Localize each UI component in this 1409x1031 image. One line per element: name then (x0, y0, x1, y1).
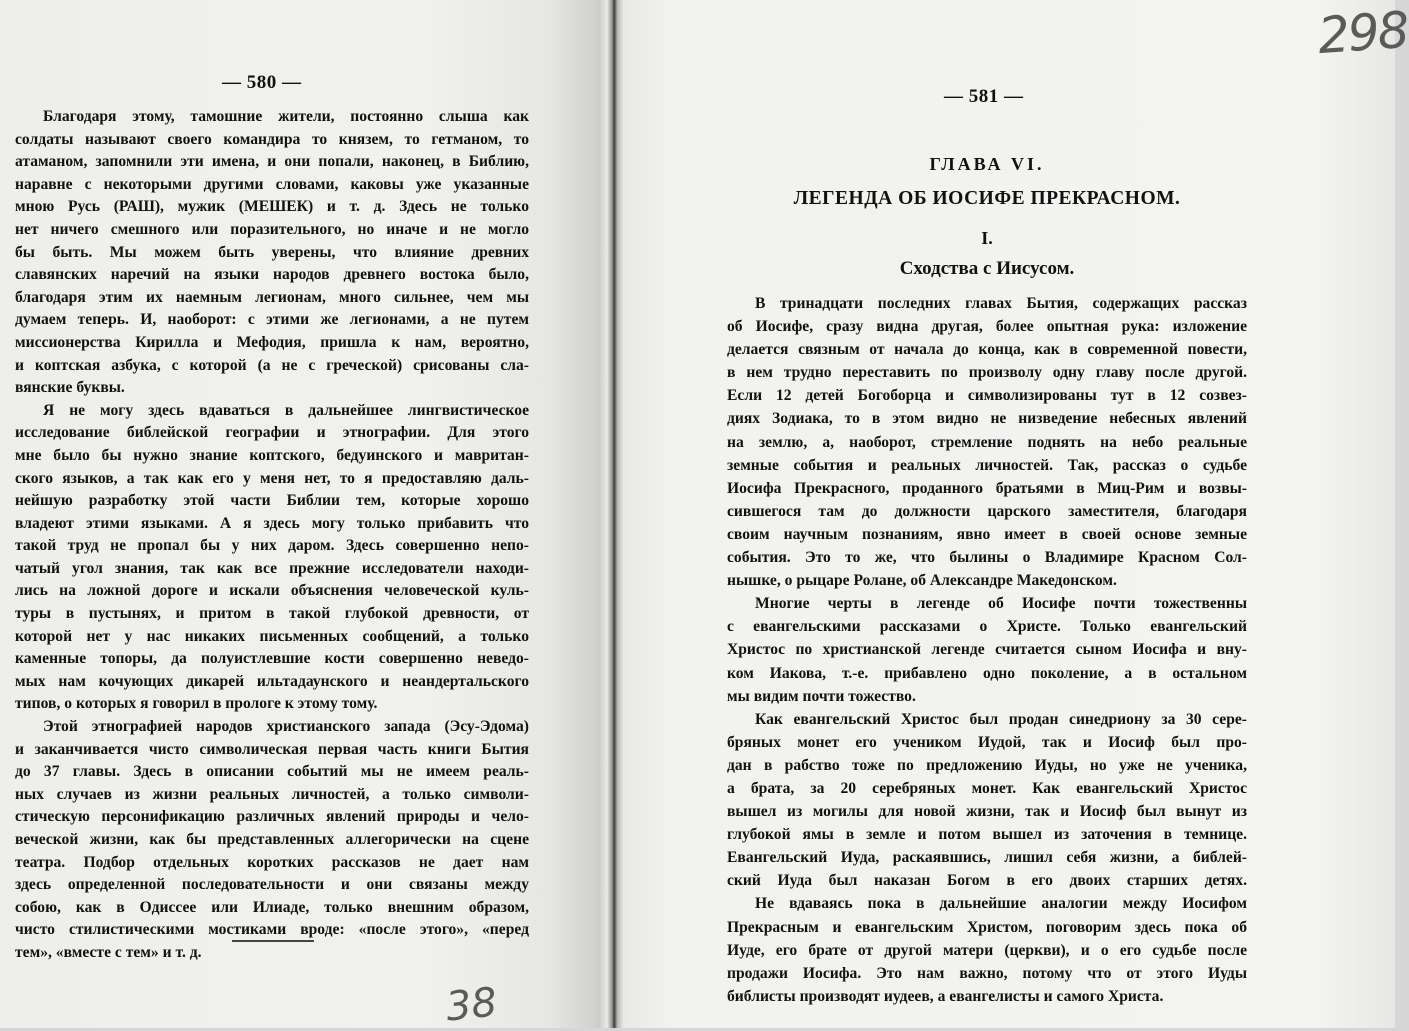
text-line: атаманом, запомнили эти имена, и они попали, наконец, в Библию, (15, 153, 529, 171)
page-number-580: — 580 — (222, 72, 302, 93)
text-line: нейшую разработку этой части Библии тем, которые хорошо (15, 492, 529, 510)
text-line: на землю, а, наоборот, стремление поднять на небо реальные (727, 433, 1247, 451)
text-line: Не вдаваясь пока в дальнейшие аналогии между Иосифом (755, 895, 1247, 913)
text-line: Иуде, его брате от другой матери (церкви), и о его судьбе после (727, 941, 1247, 959)
text-line: чатый угол знания, так как все прежние исследователи находи- (15, 559, 529, 577)
text-line: бы быть. Мы можем быть уверены, что влияние древних (15, 243, 529, 261)
text-line: библисты производят иудеев, а евангелисты и самого Христа. (727, 987, 1164, 1005)
book-gutter (598, 0, 624, 1028)
text-line: диях Зодиака, то в этом видно не низведение небесных явлений (727, 410, 1247, 428)
text-line: вянские буквы. (15, 379, 125, 397)
text-line: здесь определенной последовательности и они связаны между (15, 876, 529, 894)
text-line: и коптская азбука, с которой (а не с греческой) срисованы сла- (15, 356, 529, 374)
text-line: своим научным познаниям, явно имеет в своей основе земные (727, 525, 1247, 543)
text-line: Если 12 детей Богоборца и символизированы тут в 12 созвез- (727, 387, 1247, 405)
text-line: ский Иуда был наказан Богом в его двоих старших детях. (727, 872, 1247, 890)
text-line: об Иосифе, сразу видна другая, более опытная рука: изложение (727, 318, 1247, 336)
page-number-581: — 581 — (944, 86, 1024, 107)
text-line: земные события и реальных личностей. Так, рассказ о судьбе (727, 456, 1247, 474)
text-line: чисто стилистическими мостиками вроде: «после этого», «перед (15, 921, 529, 939)
text-line: туры в пустынях, и притом в такой глубокой древности, от (15, 605, 529, 623)
text-line: веческой жизни, как бы представленных аллегорически на сцене (15, 831, 529, 848)
text-line: мы видим почти тожество. (727, 687, 916, 705)
text-line: которой нет у нас никаких письменных сообщений, а только (15, 627, 529, 645)
chapter-title: ЛЕГЕНДА ОБ ИОСИФЕ ПРЕКРАСНОМ. (793, 188, 1181, 209)
text-line: дан в рабство тоже по предложению Иуды, но уже не ученика, (727, 756, 1247, 774)
text-line: театра. Подбор отдельных коротких рассказов не дает нам (15, 853, 529, 871)
text-line: Благодаря этому, тамошние жители, постоянно слыша как (43, 108, 529, 125)
text-line: до 37 главы. Здесь в описании событий мы не имеем реаль- (15, 763, 529, 781)
text-line: и заканчивается чисто символическая первая часть книги Бытия (15, 740, 529, 758)
text-line: Я не могу здесь вдаваться в дальнейшее лингвистическое (43, 401, 529, 419)
text-line: исследование библейской географии и этнографии. Для этого (15, 424, 529, 442)
left-page-body (15, 106, 529, 965)
section-number: I. (981, 228, 993, 248)
text-line: лись на ложной дороге и искали объяснения человеческой куль- (15, 582, 529, 600)
handwritten-page-number: 298 (1316, 0, 1409, 66)
text-line: владеют этими языками. А я здесь могу только прибавить что (15, 514, 529, 532)
text-line: Прекрасным и евангельским Христом, поговорим здесь пока об (727, 918, 1247, 936)
text-line: нышке, о рыцаре Ролане, об Александре Македонском. (727, 572, 1117, 590)
left-page (0, 0, 598, 1031)
text-line: Евангельский Иуда, раскаявшись, лишил себя жизни, а библей- (727, 849, 1247, 867)
text-line: Как евангельский Христос был продан синедриону за 30 сере- (755, 710, 1247, 728)
text-line: собою, как в Одиссее или Илиаде, только внешним образом, (15, 898, 529, 916)
text-line: Христос по христианской легенде считается сыном Иосифа и вну- (727, 641, 1247, 659)
text-line: мною Русь (РАШ), мужик (МЕШЕК) и т. д. Здесь не только (15, 198, 529, 216)
text-line: ных случаев из жизни реальных личностей, а только символи- (15, 785, 529, 803)
text-line: глубокой ямы в земле и потом вышел из заточения в темнице. (727, 826, 1247, 844)
text-line: сившегося там до должности царского заместителя, благодаря (727, 502, 1247, 520)
text-line: вышел из могилы для новой жизни, так и Иосиф был вынут из (727, 803, 1247, 821)
text-line: в нем трудно переставить по произволу одну главу после другой. (727, 364, 1247, 382)
text-line: мых нам кочующих дикарей ильтадаунского и неандертальского (15, 672, 529, 690)
end-flourish-rule (232, 940, 314, 942)
text-line: ком Иакова, т.-е. прибавлено одно поколение, а в остальном (727, 664, 1247, 682)
right-page-body (727, 292, 1247, 1008)
text-line: каменные топоры, да полуистлевшие кости совершенно неведо- (15, 650, 529, 668)
text-line: такой труд не пропал бы у них даром. Здесь совершенно непо- (15, 537, 529, 555)
text-line: солдаты называют своего командира то князем, то гетманом, то (15, 130, 529, 148)
text-line: думаем теперь. И, наоборот: с этими же легионами, а не путем (15, 311, 529, 329)
text-line: продажи Иосифа. Это нам важно, потому что от этого Иуды (727, 964, 1247, 982)
text-line: бряных монет его учеником Иудой, так и Иосиф был про- (727, 733, 1247, 751)
text-line: Иосифа Прекрасного, проданного братьями в Миц-Рим и возвы- (727, 479, 1247, 497)
text-line: события. Это то же, что былины о Владимире Красном Сол- (727, 549, 1247, 567)
text-line: наравне с некоторыми другими словами, каковы уже указанные (15, 175, 529, 193)
section-title: Сходства с Иисусом. (899, 258, 1075, 279)
text-line: стическую персонификацию различных явлений природы и чело- (15, 808, 529, 826)
text-line: Этой этнографией народов христианского запада (Эсу-Эдома) (43, 718, 529, 736)
text-line: В тринадцати последних главах Бытия, содержащих рассказ (755, 295, 1247, 312)
text-line: ского языков, а так как его у меня нет, то я предоставляю даль- (15, 469, 529, 487)
text-line: благодаря этим их наемным легионам, много сильнее, чем мы (15, 288, 529, 306)
text-line: славянских наречий на языки народов древнего востока было, (15, 266, 529, 284)
handwritten-sheet-number: 38 (443, 979, 500, 1031)
text-line: миссионерства Кирилла и Мефодия, пришла к нам, вероятно, (15, 333, 529, 351)
text-line: тем», «вместе с тем» и т. д. (15, 943, 202, 961)
text-line: нет ничего смешного или поразительного, но иначе и не могло (15, 220, 529, 238)
text-line: типов, о которых я говорил в прологе к этому тому. (15, 695, 378, 713)
text-line: делается связным от начала до конца, как в современной повести, (727, 341, 1247, 359)
text-line: с евангельскими рассказами о Христе. Только евангельский (727, 618, 1247, 636)
text-line: Многие черты в легенде об Иосифе почти тожественны (755, 595, 1247, 613)
text-line: мне было бы нужно знание коптского, бедуинского и мавритан- (15, 446, 529, 464)
text-line: а брата, за 20 серебряных монет. Как евангельский Христос (727, 779, 1247, 797)
chapter-label: ГЛАВА VI. (929, 154, 1045, 174)
